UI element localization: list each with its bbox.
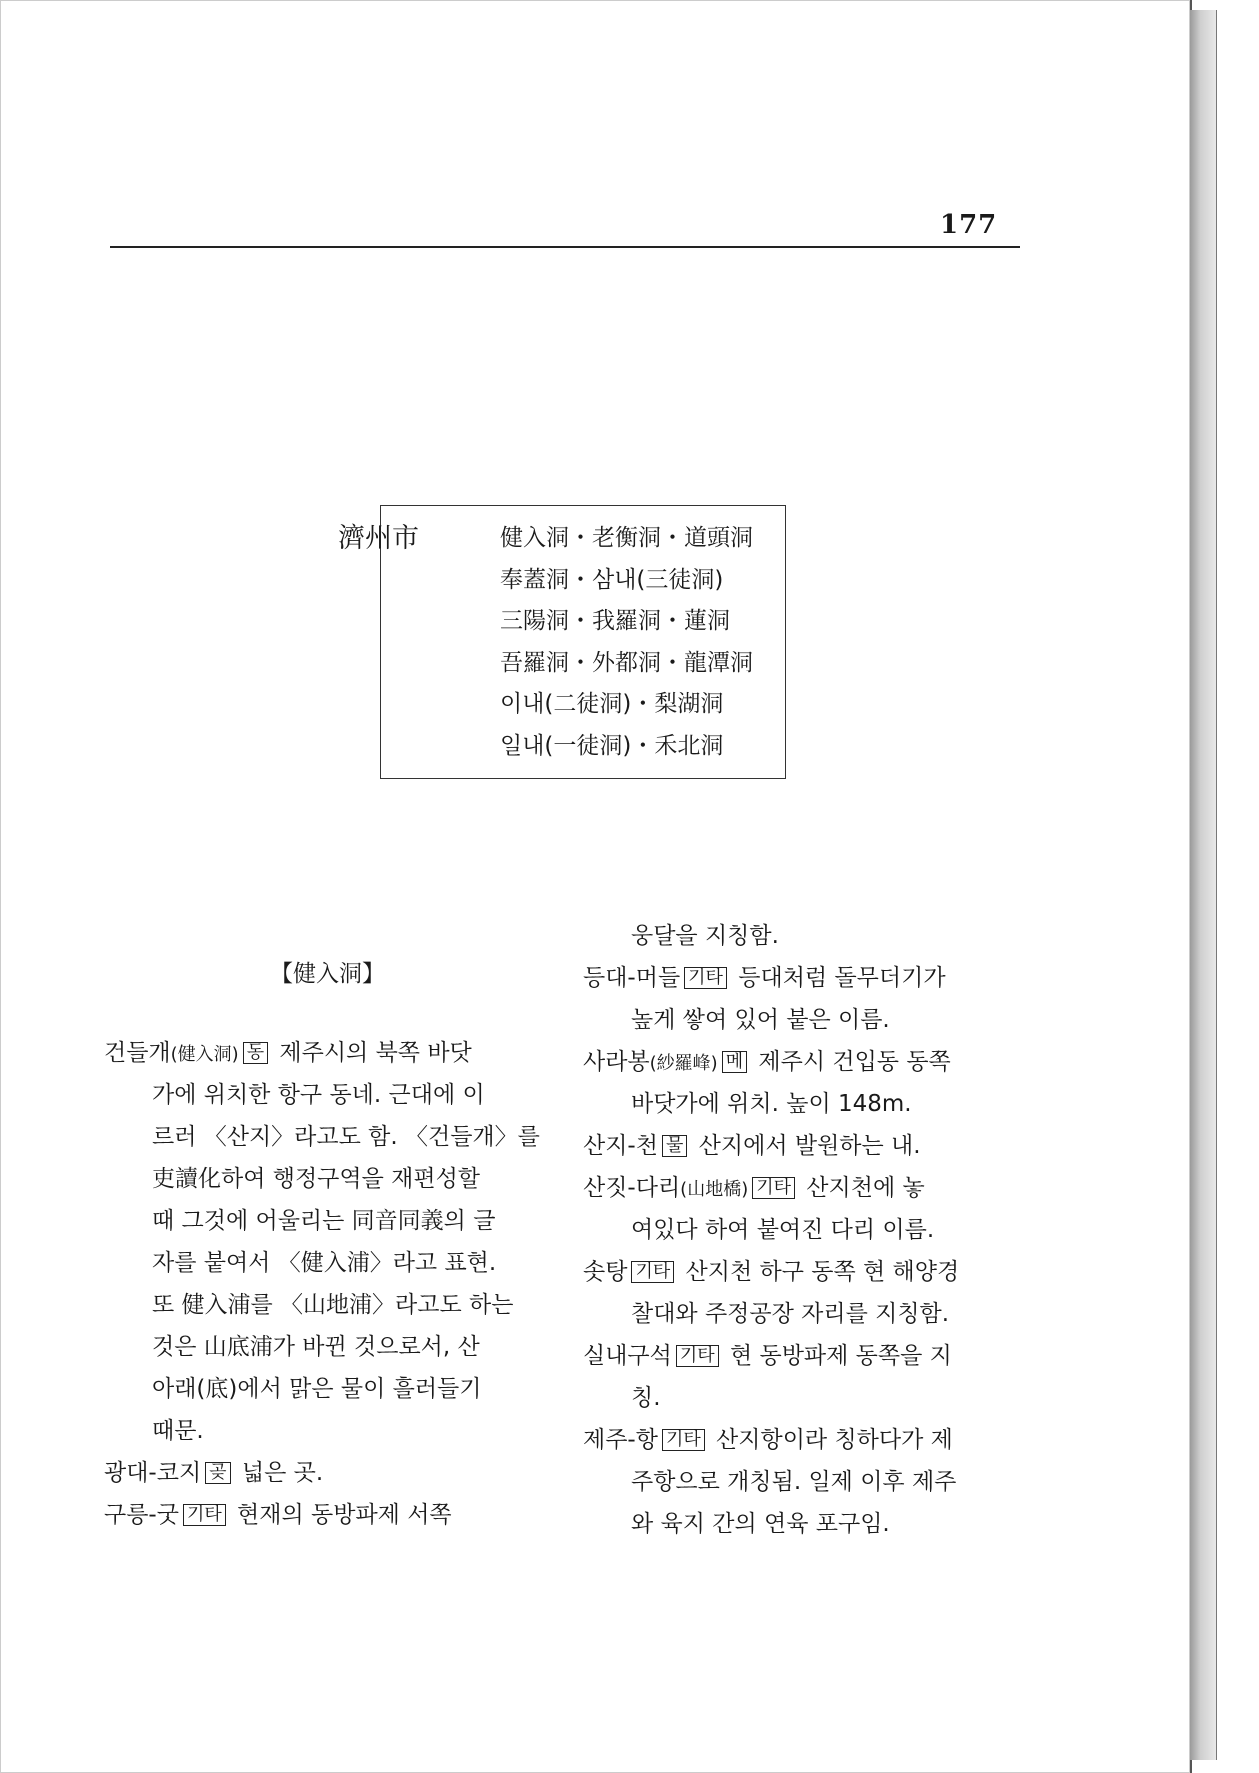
district-row: 健入洞・老衡洞・道頭洞 <box>500 525 753 551</box>
header-rule <box>110 246 1020 248</box>
entry-line <box>104 1284 539 1326</box>
entry-line <box>583 1503 1025 1545</box>
entry-line <box>104 1410 539 1452</box>
entry-line <box>104 1494 539 1536</box>
section-heading: 【健入洞】 <box>270 961 385 987</box>
entry-text: 산지천 하구 동쪽 현 해양경 <box>678 1259 960 1285</box>
entry-text: 넓은 곳. <box>234 1460 324 1486</box>
entry-category-tag: 동 <box>243 1042 268 1064</box>
dictionary-entry <box>104 1032 539 1452</box>
entry-text: 때문. <box>152 1418 204 1444</box>
entry-category-tag: 기타 <box>631 1261 674 1283</box>
entry-line <box>583 1125 1025 1167</box>
entry-text: 높게 쌓여 있어 붙은 이름. <box>631 1007 890 1033</box>
entry-category-tag: 기타 <box>662 1429 705 1451</box>
entry-line <box>583 1209 1025 1251</box>
entry-category-tag: 물 <box>662 1135 687 1157</box>
dictionary-entry <box>583 915 1025 957</box>
entry-line <box>104 1368 539 1410</box>
entry-text: 칭. <box>631 1385 661 1411</box>
entry-text: 산지에서 발원하는 내. <box>691 1133 921 1159</box>
entry-headword: 산지-천 <box>583 1133 658 1159</box>
dictionary-entry <box>583 1041 1025 1125</box>
entry-headword: 건들개 <box>104 1040 171 1066</box>
entry-text: 제주시의 북쪽 바닷 <box>272 1040 472 1066</box>
district-row: 奉蓋洞・삼내(三徒洞) <box>500 566 724 593</box>
entry-line <box>104 1158 539 1200</box>
entry-headword: 등대-머들 <box>583 965 681 991</box>
entry-line <box>583 1041 1025 1083</box>
entry-line <box>104 1074 539 1116</box>
entry-text: 현재의 동방파제 서쪽 <box>229 1502 452 1528</box>
entry-text: 와 육지 간의 연육 포구임. <box>631 1511 890 1537</box>
entry-headword: 광대-코지 <box>104 1460 202 1486</box>
entry-category-tag: 곶 <box>205 1462 230 1484</box>
entry-headword: 산짓-다리 <box>583 1175 681 1201</box>
entry-text: 또 健入浦를 〈山地浦〉라고도 하는 <box>152 1292 514 1318</box>
dictionary-entry <box>583 1335 1025 1419</box>
entry-headword: 제주-항 <box>583 1427 658 1453</box>
district-row: 三陽洞・我羅洞・蓮洞 <box>500 608 730 634</box>
entry-text: 르러 〈산지〉라고도 함. 〈건들개〉를 <box>152 1124 540 1150</box>
entry-text: 바닷가에 위치. 높이 148m. <box>631 1091 912 1117</box>
entry-category-tag: 기타 <box>752 1177 795 1199</box>
entry-text: 현 동방파제 동쪽을 지 <box>722 1343 952 1369</box>
entry-text: 것은 山底浦가 바뀐 것으로서, 산 <box>152 1334 480 1360</box>
right-column <box>583 915 1025 1545</box>
entry-text: 자를 붙여서 〈健入浦〉라고 표현. <box>152 1250 497 1276</box>
dictionary-entry <box>583 957 1025 1041</box>
entry-text: 웅달을 지칭함. <box>631 923 779 949</box>
entry-hanja: (健入洞) <box>170 1044 239 1065</box>
entry-headword: 솟탕 <box>583 1259 628 1285</box>
entry-headword: 구릉-굿 <box>104 1502 179 1528</box>
entry-headword: 사라봉 <box>583 1049 650 1075</box>
entry-line <box>104 1242 539 1284</box>
entry-line <box>583 999 1025 1041</box>
entry-category-tag: 기타 <box>676 1345 719 1367</box>
left-column <box>104 1032 539 1536</box>
entry-line <box>104 1452 539 1494</box>
entry-text: 아래(底)에서 맑은 물이 흘러들기 <box>152 1376 482 1402</box>
dictionary-entry <box>583 1125 1025 1167</box>
dictionary-entry <box>583 1251 1025 1335</box>
entry-hanja: (山地橋) <box>680 1179 749 1200</box>
entry-headword: 실내구석 <box>583 1343 672 1369</box>
entry-text: 제주시 건입동 동쪽 <box>751 1049 951 1075</box>
entry-line <box>104 1032 539 1074</box>
entry-text: 주항으로 개칭됨. 일제 이후 제주 <box>631 1469 957 1495</box>
entry-line <box>583 1377 1025 1419</box>
entry-line <box>104 1200 539 1242</box>
entry-category-tag: 기타 <box>684 967 727 989</box>
entry-text: 吏讀化하여 행정구역을 재편성할 <box>152 1166 481 1192</box>
dictionary-entry <box>104 1452 539 1494</box>
entry-line <box>583 915 1025 957</box>
entry-line <box>583 1167 1025 1209</box>
entry-text: 찰대와 주정공장 자리를 지칭함. <box>631 1301 950 1327</box>
dictionary-entry <box>583 1419 1025 1545</box>
district-list <box>500 518 753 767</box>
district-row: 이내(二徒洞)・梨湖洞 <box>500 691 724 717</box>
entry-text: 등대처럼 돌무더기가 <box>730 965 946 991</box>
entry-line <box>104 1326 539 1368</box>
entry-category-tag: 기타 <box>183 1504 226 1526</box>
district-row: 吾羅洞・外都洞・龍潭洞 <box>500 649 753 676</box>
entry-line <box>583 1419 1025 1461</box>
district-row: 일내(一徒洞)・禾北洞 <box>500 732 724 759</box>
dictionary-entry <box>104 1494 539 1536</box>
entry-category-tag: 메 <box>722 1051 747 1073</box>
entry-text: 산지천에 놓 <box>799 1175 925 1201</box>
entry-text: 가에 위치한 항구 동네. 근대에 이 <box>152 1082 485 1108</box>
entry-line <box>583 1293 1025 1335</box>
entry-line <box>583 957 1025 999</box>
entry-hanja: (紗羅峰) <box>649 1053 718 1074</box>
dictionary-entry <box>583 1167 1025 1251</box>
entry-line <box>583 1083 1025 1125</box>
entry-text: 산지항이라 칭하다가 제 <box>708 1427 953 1453</box>
entry-text: 때 그것에 어울리는 同音同義의 글 <box>152 1208 496 1234</box>
entry-line <box>583 1251 1025 1293</box>
page-edge <box>1190 10 1217 1760</box>
entry-line <box>583 1335 1025 1377</box>
entry-line <box>104 1116 539 1158</box>
page-number: 177 <box>940 210 998 240</box>
entry-line <box>583 1461 1025 1503</box>
entry-text: 여있다 하여 붙여진 다리 이름. <box>631 1217 935 1243</box>
district-city: 濟州市 <box>338 523 419 554</box>
